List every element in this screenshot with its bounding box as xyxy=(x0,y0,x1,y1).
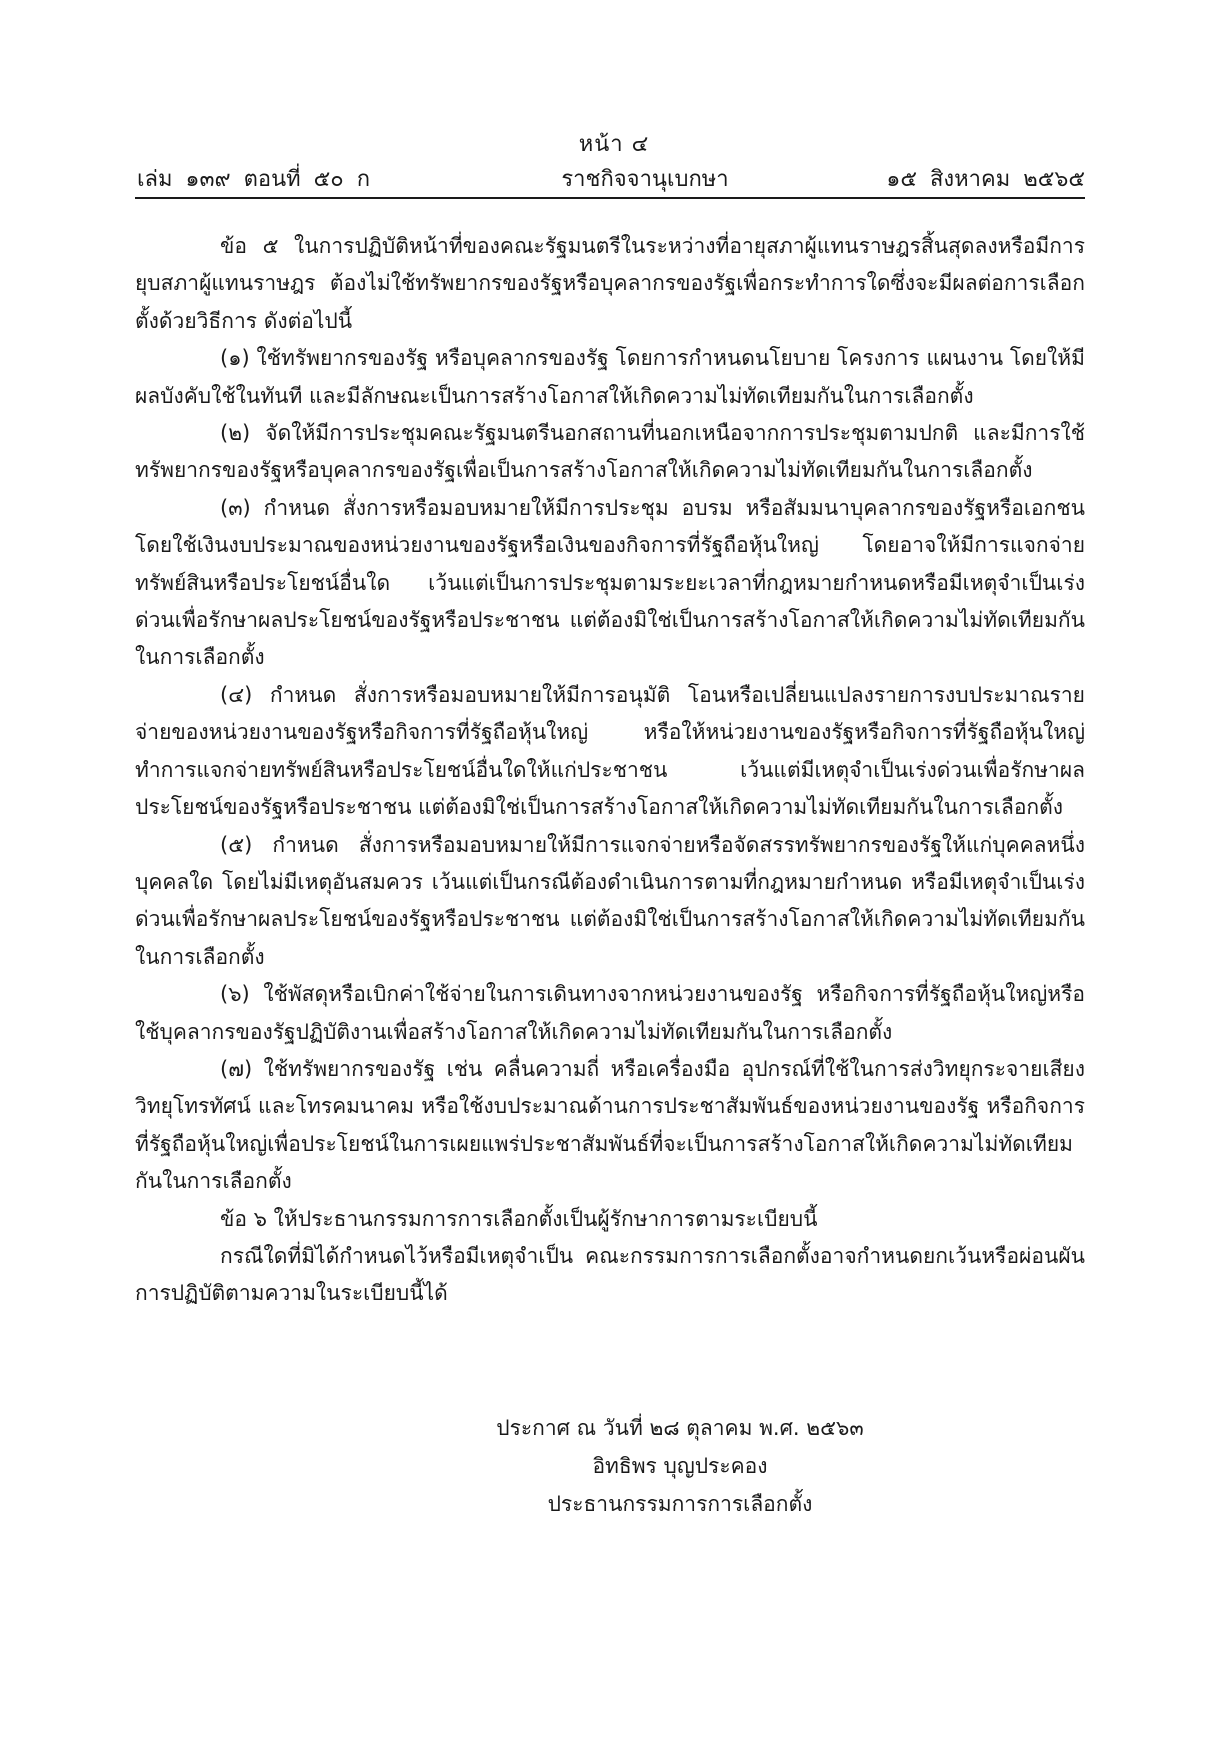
document-body xyxy=(135,228,1085,1313)
paragraph-exception: กรณีใดที่มิได้กำหนดไว้หรือมีเหตุจำเป็น คณะกรรมการการเลือกตั้งอาจกำหนดยกเว้นหรือผ่อนผันการปฏิบัติตามความในระเบียบนี้ได้ xyxy=(135,1243,1085,1306)
publication-title: ราชกิจจานุเบกษา xyxy=(561,167,729,192)
publication-date: ๑๕ สิงหาคม ๒๕๖๕ xyxy=(886,167,1085,192)
gazette-header xyxy=(135,161,1085,193)
paragraph-item-1: (๑) ใช้ทรัพยากรของรัฐ หรือบุคลากรของรัฐ โดยการกำหนดนโยบาย โครงการ แผนงาน โดยให้มีผลบังคับใช้ในทันที และมีลักษณะเป็นการสร้างโอกาสให้เกิดความไม่ทัดเทียมกันในการเลือกตั้ง xyxy=(135,346,1085,408)
paragraph-item-5: (๕) กำหนด สั่งการหรือมอบหมายให้มีการแจกจ่ายหรือจัดสรรทรัพยากรของรัฐให้แก่บุคคลหนึ่งบุคคลใด โดยไม่มีเหตุอันสมควร เว้นแต่เป็นกรณีต้องดำเนินการตามที่กฎหมายกำหนด หรือมีเหตุจำเป็นเร่งด่วนเพื่อรักษาผลประโยชน์ของรัฐหรือประชาชน แต่ต้องมิใช่เป็นการสร้างโอกาสให้เกิดความไม่ทัดเทียมกันในการเลือกตั้ง xyxy=(135,832,1085,969)
paragraph-article-5: ข้อ ๕ ในการปฏิบัติหน้าที่ของคณะรัฐมนตรีในระหว่างที่อายุสภาผู้แทนราษฎรสิ้นสุดลงหรือมีการยุบสภาผู้แทนราษฎร ต้องไม่ใช้ทรัพยากรของรัฐหรือบุคลากรของรัฐเพื่อกระทำการใดซึ่งจะมีผลต่อการเลือกตั้งด้วยวิธีการ ดังต่อไปนี้ xyxy=(135,234,1085,333)
paragraph-item-7: (๗) ใช้ทรัพยากรของรัฐ เช่น คลื่นความถี่ หรือเครื่องมือ อุปกรณ์ที่ใช้ในการส่งวิทยุกระจายเสียง วิทยุโทรทัศน์ และโทรคมนาคม หรือใช้งบประมาณด้านการประชาสัมพันธ์ของหน่วยงานของรัฐ หรือกิจการที่รัฐถือหุ้นใหญ่เพื่อประโยชน์ในการเผยแพร่ประชาสัมพันธ์ที่จะเป็นการสร้างโอกาสให้เกิดความไม่ทัดเทียมกันในการเลือกตั้ง xyxy=(135,1056,1085,1194)
header-divider xyxy=(135,197,1085,199)
page-number: หน้า ๔ xyxy=(578,132,650,157)
signatory-position: ประธานกรรมการการเลือกตั้ง xyxy=(547,1492,813,1516)
paragraph-article-6: ข้อ ๖ ให้ประธานกรรมการการเลือกตั้งเป็นผู้รักษาการตามระเบียบนี้ xyxy=(220,1206,818,1231)
volume-issue: เล่ม ๑๓๙ ตอนที่ ๕๐ ก xyxy=(137,167,371,192)
paragraph-item-2: (๒) จัดให้มีการประชุมคณะรัฐมนตรีนอกสถานที่นอกเหนือจากการประชุมตามปกติ และมีการใช้ทรัพยากรของรัฐหรือบุคลากรของรัฐเพื่อเป็นการสร้างโอกาสให้เกิดความไม่ทัดเทียมกันในการเลือกตั้ง xyxy=(135,421,1085,483)
signature-block xyxy=(380,1409,980,1523)
paragraph-item-4: (๔) กำหนด สั่งการหรือมอบหมายให้มีการอนุมัติ โอนหรือเปลี่ยนแปลงรายการงบประมาณรายจ่ายของหน่วยงานของรัฐหรือกิจการที่รัฐถือหุ้นใหญ่ หรือให้หน่วยงานของรัฐหรือกิจการที่รัฐถือหุ้นใหญ่ทำการแจกจ่ายทรัพย์สินหรือประโยชน์อื่นใดให้แก่ประชาชน เว้นแต่มีเหตุจำเป็นเร่งด่วนเพื่อรักษาผลประโยชน์ของรัฐหรือประชาชน แต่ต้องมิใช่เป็นการสร้างโอกาสให้เกิดความไม่ทัดเทียมกันในการเลือกตั้ง xyxy=(135,682,1085,820)
announcement-date: ประกาศ ณ วันที่ ๒๘ ตุลาคม พ.ศ. ๒๕๖๓ xyxy=(496,1416,864,1440)
paragraph-item-6: (๖) ใช้พัสดุหรือเบิกค่าใช้จ่ายในการเดินทางจากหน่วยงานของรัฐ หรือกิจการที่รัฐถือหุ้นใหญ่หรือใช้บุคลากรของรัฐปฏิบัติงานเพื่อสร้างโอกาสให้เกิดความไม่ทัดเทียมกันในการเลือกตั้ง xyxy=(135,982,1085,1044)
paragraph-item-3: (๓) กำหนด สั่งการหรือมอบหมายให้มีการประชุม อบรม หรือสัมมนาบุคลากรของรัฐหรือเอกชน โดยใช้เงินงบประมาณของหน่วยงานของรัฐหรือเงินของกิจการที่รัฐถือหุ้นใหญ่ โดยอาจให้มีการแจกจ่ายทรัพย์สินหรือประโยชน์อื่นใด เว้นแต่เป็นการประชุมตามระยะเวลาที่กฎหมายกำหนดหรือมีเหตุจำเป็นเร่งด่วนเพื่อรักษาผลประโยชน์ของรัฐหรือประชาชน แต่ต้องมิใช่เป็นการสร้างโอกาสให้เกิดความไม่ทัดเทียมกันในการเลือกตั้ง xyxy=(135,495,1085,670)
signatory-name: อิทธิพร บุญประคอง xyxy=(592,1454,768,1478)
